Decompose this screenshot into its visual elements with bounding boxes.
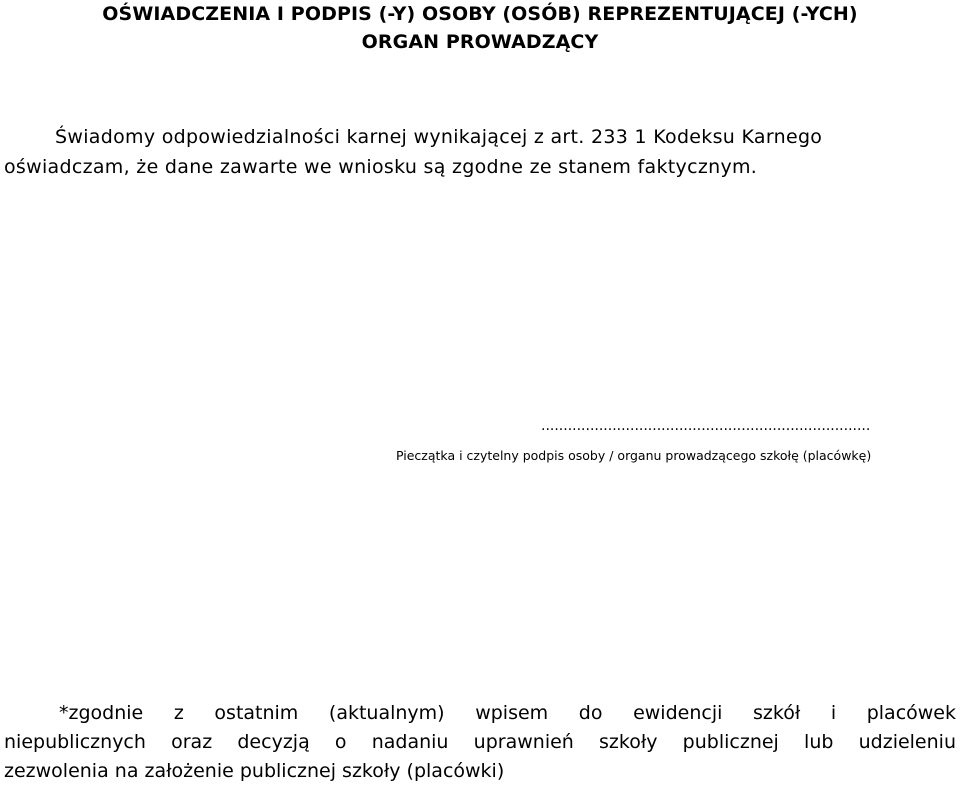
footnote-line2: niepublicznych oraz decyzją o nadaniu uprawnień szkoły publicznej lub udzieleniu bbox=[4, 731, 956, 753]
signature-dotted-line: .......................................................................... bbox=[541, 418, 871, 434]
statement-line1: Świadomy odpowiedzialności karnej wynikającej z art. 233 1 Kodeksu Karnego bbox=[55, 126, 823, 148]
footnote-line1: *zgodnie z ostatnim (aktualnym) wpisem do ewidencji szkół i placówek bbox=[59, 702, 956, 724]
footnote-line3: zezwolenia na założenie publicznej szkoły (placówki) bbox=[4, 760, 505, 782]
signature-caption: Pieczątka i czytelny podpis osoby / organu prowadzącego szkołę (placówkę) bbox=[396, 448, 872, 463]
document-title-line1: OŚWIADCZENIA I PODPIS (-Y) OSOBY (OSÓB) REPREZENTUJĄCEJ (-YCH) bbox=[102, 3, 858, 25]
document-title-line2: ORGAN PROWADZĄCY bbox=[361, 31, 599, 53]
statement-line2: oświadczam, że dane zawarte we wniosku są zgodne ze stanem faktycznym. bbox=[4, 156, 758, 178]
